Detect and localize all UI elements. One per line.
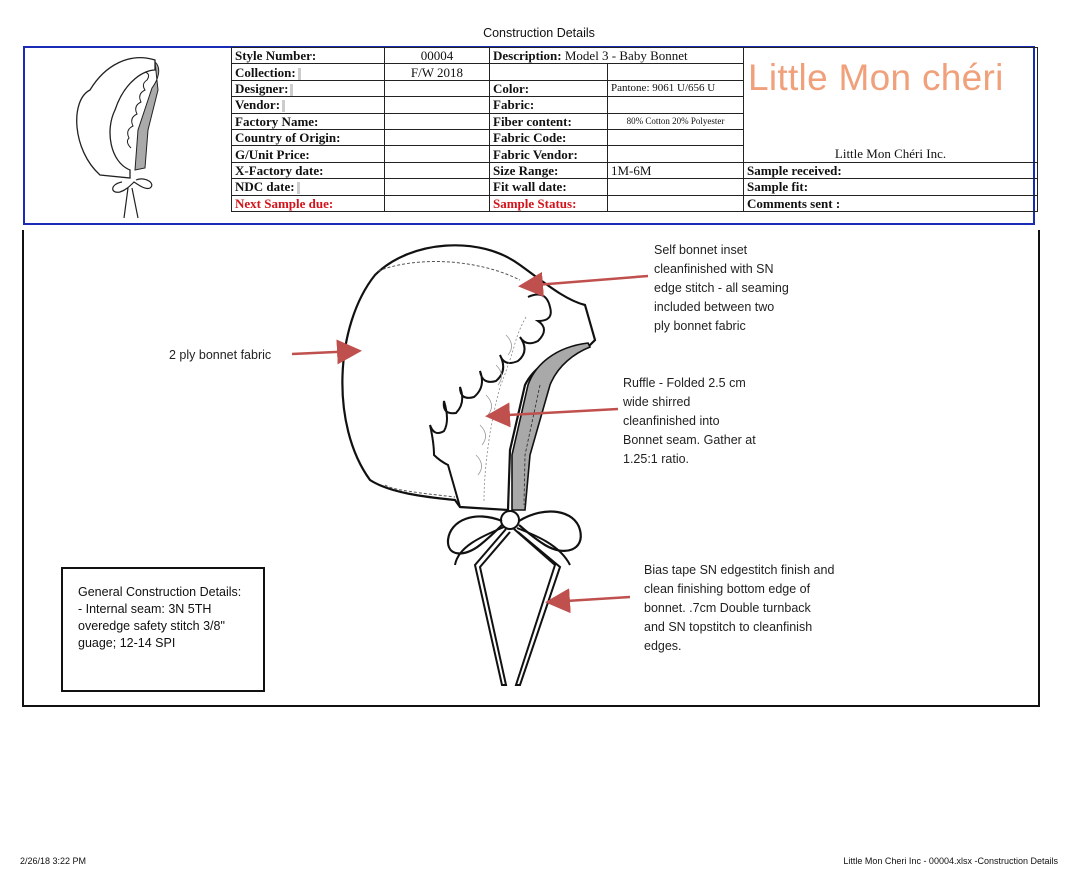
- collection-value: F/W 2018: [385, 64, 490, 80]
- fabric-label: Fabric:: [490, 97, 608, 113]
- color-label: Color:: [490, 80, 608, 96]
- brand-logo: Little Mon chéri: [748, 57, 1004, 98]
- description-label: Description:: [493, 48, 562, 64]
- collection-label: Collection:: [232, 64, 385, 80]
- style-number-label: Style Number:: [232, 48, 385, 64]
- fiber-content-value: 80% Cotton 20% Polyester: [608, 113, 744, 129]
- annotation-fabric: 2 ply bonnet fabric: [169, 348, 272, 362]
- sample-received-label: Sample received:: [744, 162, 1038, 178]
- designer-label: Designer:: [232, 80, 385, 96]
- size-range-label: Size Range:: [490, 162, 608, 178]
- x-factory-date-label: X-Factory date:: [232, 162, 385, 178]
- general-line: overedge safety stitch 3/8": [78, 619, 225, 633]
- sample-fit-label: Sample fit:: [744, 179, 1038, 195]
- general-construction-details: [61, 567, 265, 692]
- country-of-origin-label: Country of Origin:: [232, 129, 385, 145]
- annotation-bias-tape: Bias tape SN edgestitch finish and clean finishing bottom edge of bonnet. .7cm Double turnback and SN topstitch to cleanfinish edges.: [644, 563, 835, 653]
- description-value: Model 3 - Baby Bonnet: [564, 48, 688, 64]
- footer-file: Little Mon Cheri Inc - 00004.xlsx -Construction Details: [843, 856, 1058, 866]
- vendor-label: Vendor:: [232, 97, 385, 113]
- arrow-bias: [550, 597, 630, 602]
- arrow-inset: [523, 276, 648, 286]
- size-range-value: 1M-6M: [608, 162, 744, 178]
- style-number-value: 00004: [385, 48, 490, 64]
- general-title: General Construction Details:: [78, 585, 242, 599]
- footer-timestamp: 2/26/18 3:22 PM: [20, 856, 87, 866]
- color-value: Pantone: 9061 U/656 U: [608, 80, 744, 96]
- annotation-ruffle: Ruffle - Folded 2.5 cm wide shirred cleanfinished into Bonnet seam. Gather at 1.25:1 ratio.: [623, 376, 756, 466]
- annotation-inset: Self bonnet inset cleanfinished with SN edge stitch - all seaming included between two ply bonnet fabric: [654, 243, 789, 333]
- arrow-ruffle: [490, 409, 618, 416]
- arrow-fabric: [292, 351, 357, 354]
- factory-name-label: Factory Name:: [232, 113, 385, 129]
- ndc-date-label: NDC date:: [232, 179, 385, 195]
- general-line: guage; 12-14 SPI: [78, 636, 176, 650]
- general-line: - Internal seam: 3N 5TH: [78, 602, 212, 616]
- next-sample-due-label: Next Sample due:: [232, 195, 385, 211]
- comments-sent-label: Comments sent :: [744, 195, 1038, 211]
- unit-price-label: G/Unit Price:: [232, 146, 385, 162]
- company-name: Little Mon Chéri Inc.: [834, 145, 947, 161]
- page-title: Construction Details: [483, 26, 595, 40]
- sample-status-label: Sample Status:: [490, 195, 608, 211]
- fit-wall-date-label: Fit wall date:: [490, 179, 608, 195]
- fiber-content-label: Fiber content:: [490, 113, 608, 129]
- fabric-code-label: Fabric Code:: [490, 129, 608, 145]
- fabric-vendor-label: Fabric Vendor:: [490, 146, 608, 162]
